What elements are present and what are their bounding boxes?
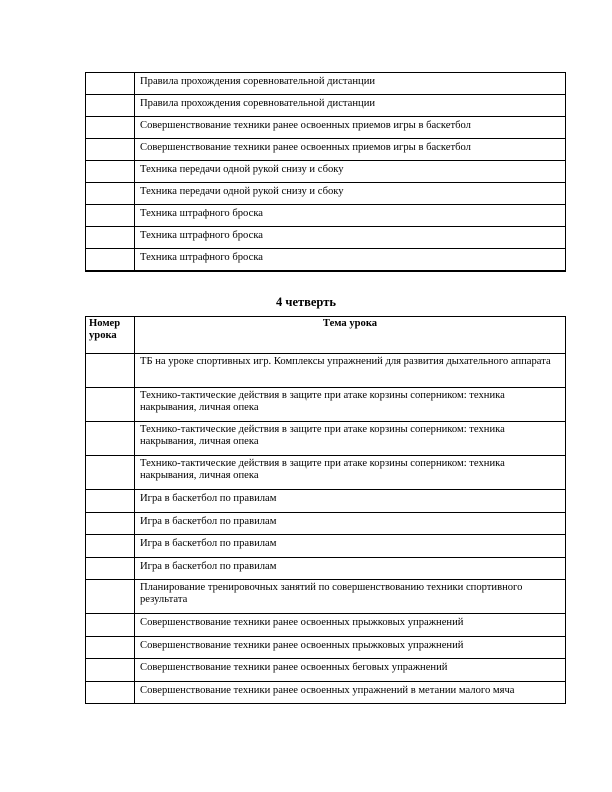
table-row	[86, 636, 566, 659]
table-row	[86, 490, 566, 513]
lesson-table-quarter-4	[85, 316, 566, 704]
table-row	[86, 354, 566, 388]
lesson-topic-cell: Совершенствование техники ранее освоенных беговых упражнений	[135, 659, 566, 682]
table-row	[86, 681, 566, 704]
table-row	[86, 422, 566, 456]
lesson-topic-cell: Совершенствование техники ранее освоенных приемов игры в баскетбол	[135, 117, 566, 139]
lesson-topic-cell: Совершенствование техники ранее освоенных приемов игры в баскетбол	[135, 139, 566, 161]
lesson-topic-cell: Игра в баскетбол по правилам	[135, 490, 566, 513]
lesson-topic-cell: Правила прохождения соревновательной дистанции	[135, 73, 566, 95]
lesson-topic-cell: Совершенствование техники ранее освоенных упражнений в метании малого мяча	[135, 681, 566, 704]
table-row	[86, 161, 566, 183]
lesson-number-cell	[86, 535, 135, 558]
lesson-topic-cell: Совершенствование техники ранее освоенных прыжковых упражнений	[135, 614, 566, 637]
table-row	[86, 205, 566, 227]
table-row	[86, 117, 566, 139]
lesson-number-cell	[86, 388, 135, 422]
lesson-number-cell	[86, 636, 135, 659]
lesson-number-header: Номер урока	[86, 317, 135, 354]
lesson-number-cell	[86, 580, 135, 614]
lesson-topic-cell: Игра в баскетбол по правилам	[135, 512, 566, 535]
table-header-row	[86, 317, 566, 354]
table-row	[86, 227, 566, 249]
lesson-number-cell	[86, 139, 135, 161]
lesson-number-cell	[86, 249, 135, 271]
lesson-topic-cell: Технико-тактические действия в защите при атаке корзины соперником: техника накрывания, личная опека	[135, 422, 566, 456]
table-row	[86, 512, 566, 535]
lesson-topic-cell: ТБ на уроке спортивных игр. Комплексы упражнений для развития дыхательного аппарата	[135, 354, 566, 388]
table-row	[86, 388, 566, 422]
lesson-topic-cell: Техника передачи одной рукой снизу и сбоку	[135, 161, 566, 183]
table-row	[86, 95, 566, 117]
table-row	[86, 614, 566, 637]
table-row	[86, 139, 566, 161]
lesson-topic-cell: Планирование тренировочных занятий по совершенствованию техники спортивного результата	[135, 580, 566, 614]
lesson-topic-cell: Технико-тактические действия в защите при атаке корзины соперником: техника накрывания, личная опека	[135, 456, 566, 490]
lesson-number-cell	[86, 117, 135, 139]
lesson-topic-cell: Техника штрафного броска	[135, 249, 566, 271]
table-row	[86, 73, 566, 95]
lesson-topic-cell: Игра в баскетбол по правилам	[135, 557, 566, 580]
table-row	[86, 456, 566, 490]
lesson-number-cell	[86, 161, 135, 183]
lesson-topic-header: Тема урока	[135, 317, 566, 354]
lesson-number-cell	[86, 681, 135, 704]
table-row	[86, 659, 566, 682]
lesson-topic-cell: Техника штрафного броска	[135, 205, 566, 227]
lesson-topic-cell: Технико-тактические действия в защите при атаке корзины соперником: техника накрывания, личная опека	[135, 388, 566, 422]
lesson-topic-cell: Правила прохождения соревновательной дистанции	[135, 95, 566, 117]
lesson-topic-cell: Техника штрафного броска	[135, 227, 566, 249]
lesson-table-continued	[85, 72, 566, 272]
lesson-topic-cell: Игра в баскетбол по правилам	[135, 535, 566, 558]
lesson-number-cell	[86, 205, 135, 227]
lesson-number-cell	[86, 227, 135, 249]
table-row	[86, 580, 566, 614]
lesson-number-cell	[86, 183, 135, 205]
lesson-number-cell	[86, 490, 135, 513]
lesson-number-cell	[86, 456, 135, 490]
lesson-number-cell	[86, 512, 135, 535]
lesson-number-cell	[86, 614, 135, 637]
lesson-topic-cell: Совершенствование техники ранее освоенных прыжковых упражнений	[135, 636, 566, 659]
lesson-number-cell	[86, 73, 135, 95]
lesson-number-cell	[86, 95, 135, 117]
lesson-number-cell	[86, 354, 135, 388]
table-row	[86, 249, 566, 271]
table-row	[86, 557, 566, 580]
lesson-number-cell	[86, 659, 135, 682]
lesson-number-cell	[86, 557, 135, 580]
table-row	[86, 183, 566, 205]
lesson-number-cell	[86, 422, 135, 456]
table-row	[86, 535, 566, 558]
lesson-topic-cell: Техника передачи одной рукой снизу и сбоку	[135, 183, 566, 205]
quarter-heading: 4 четверть	[276, 295, 336, 309]
